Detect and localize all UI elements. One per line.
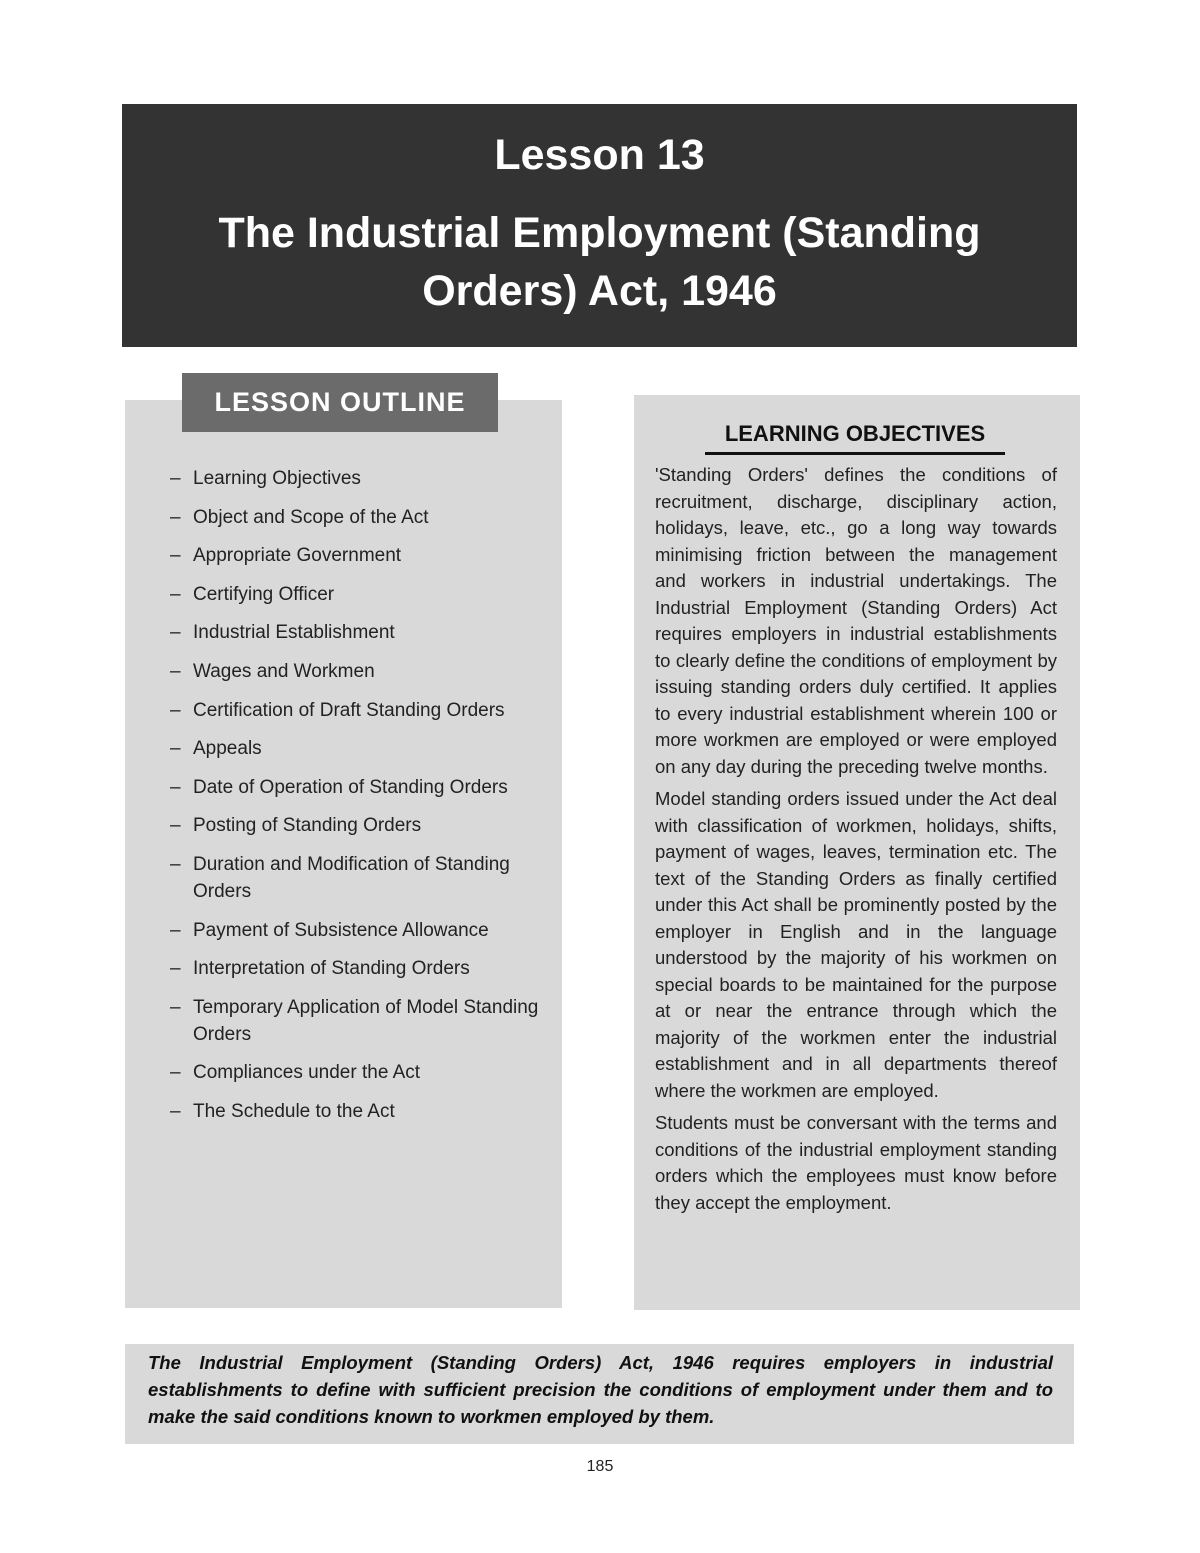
heading-underline: [705, 452, 1005, 455]
outline-item-label: Interpretation of Standing Orders: [193, 958, 470, 980]
dash-bullet: –: [170, 622, 181, 644]
outline-item-label: Industrial Establishment: [193, 622, 395, 644]
lesson-outline-list: [170, 465, 548, 1137]
outline-item-label: Date of Operation of Standing Orders: [193, 776, 508, 798]
dash-bullet: –: [170, 853, 181, 875]
dash-bullet: –: [170, 996, 181, 1018]
dash-bullet: –: [170, 1100, 181, 1122]
outline-item: [170, 581, 548, 608]
outline-item: [170, 1059, 548, 1086]
outline-item: [170, 917, 548, 944]
outline-item: [170, 542, 548, 569]
objectives-paragraph: Students must be conversant with the terms and conditions of the industrial employment standing orders which the employees must know before they accept the employment.: [655, 1112, 1057, 1213]
outline-item-label: Appropriate Government: [193, 545, 402, 567]
dash-bullet: –: [170, 1062, 181, 1084]
outline-item: [170, 619, 548, 646]
outline-item: [170, 697, 548, 724]
outline-item: [170, 658, 548, 685]
dash-bullet: –: [170, 468, 181, 489]
outline-item-label: Compliances under the Act: [193, 1062, 421, 1084]
outline-item-label: The Schedule to the Act: [193, 1100, 395, 1122]
lesson-number: Lesson 13: [494, 131, 705, 179]
outline-item: [170, 955, 548, 982]
dash-bullet: –: [170, 699, 181, 721]
outline-item: [170, 504, 548, 531]
outline-item-label: Wages and Workmen: [193, 660, 375, 682]
dash-bullet: –: [170, 776, 181, 798]
outline-item-label: Appeals: [193, 738, 262, 760]
outline-item: [170, 735, 548, 762]
outline-item: [170, 774, 548, 801]
outline-item-label: Certification of Draft Standing Orders: [193, 699, 505, 721]
dash-bullet: –: [170, 660, 181, 682]
outline-item: [170, 1098, 548, 1125]
lesson-outline-heading: LESSON OUTLINE: [182, 373, 498, 432]
outline-item-label: Posting of Standing Orders: [193, 815, 422, 837]
summary-text: The Industrial Employment (Standing Orders) Act, 1946 requires employers in industrial establishments to define with sufficient precision the conditions of employment under them and to make the said conditions known to workmen employed by them.: [148, 1352, 1053, 1427]
dash-bullet: –: [170, 583, 181, 605]
lesson-header: [122, 104, 1077, 347]
outline-item-label: Object and Scope of the Act: [193, 506, 429, 528]
outline-item: [170, 465, 548, 492]
outline-item-label: Certifying Officer: [193, 583, 335, 605]
lesson-title: The Industrial Employment (Standing Orders) Act, 1946: [218, 209, 981, 315]
learning-objectives-text: [655, 462, 1057, 1222]
dash-bullet: –: [170, 919, 181, 941]
outline-item: [170, 994, 548, 1048]
dash-bullet: –: [170, 545, 181, 567]
dash-bullet: –: [170, 506, 181, 528]
outline-item-label: Learning Objectives: [193, 468, 361, 489]
outline-item-label: Duration and Modification of Standing Orders: [193, 853, 510, 902]
dash-bullet: –: [170, 958, 181, 980]
dash-bullet: –: [170, 815, 181, 837]
learning-objectives-heading: LEARNING OBJECTIVES: [724, 421, 986, 446]
objectives-paragraph: Model standing orders issued under the Act deal with classification of workmen, holidays, shifts, payment of wages, leaves, termination etc. The text of the Standing Orders as finally certified under this Act shall be prominently posted by the employer in English and in the language understood by the majority of his workmen on special boards to be maintained for the purpose at or near the entrance through which the majority of the workmen enter the industrial establishment and in all departments thereof where the workmen are employed.: [655, 788, 1057, 1101]
page-number: 185: [586, 1458, 614, 1475]
dash-bullet: –: [170, 738, 181, 760]
outline-item: [170, 851, 548, 905]
outline-item-label: Payment of Subsistence Allowance: [193, 919, 489, 941]
outline-item-label: Temporary Application of Model Standing Orders: [193, 996, 539, 1045]
objectives-paragraph: 'Standing Orders' defines the conditions of recruitment, discharge, disciplinary action, holidays, leave, etc., go a long way towards minimising friction between the management and workers in industrial undertakings. The Industrial Employment (Standing Orders) Act requires employers in industrial establishments to clearly define the conditions of employment by issuing standing orders duly certified. It applies to every industrial establishment wherein 100 or more workmen are employed or were employed on any day during the preceding twelve months.: [655, 464, 1057, 777]
outline-item: [170, 812, 548, 839]
